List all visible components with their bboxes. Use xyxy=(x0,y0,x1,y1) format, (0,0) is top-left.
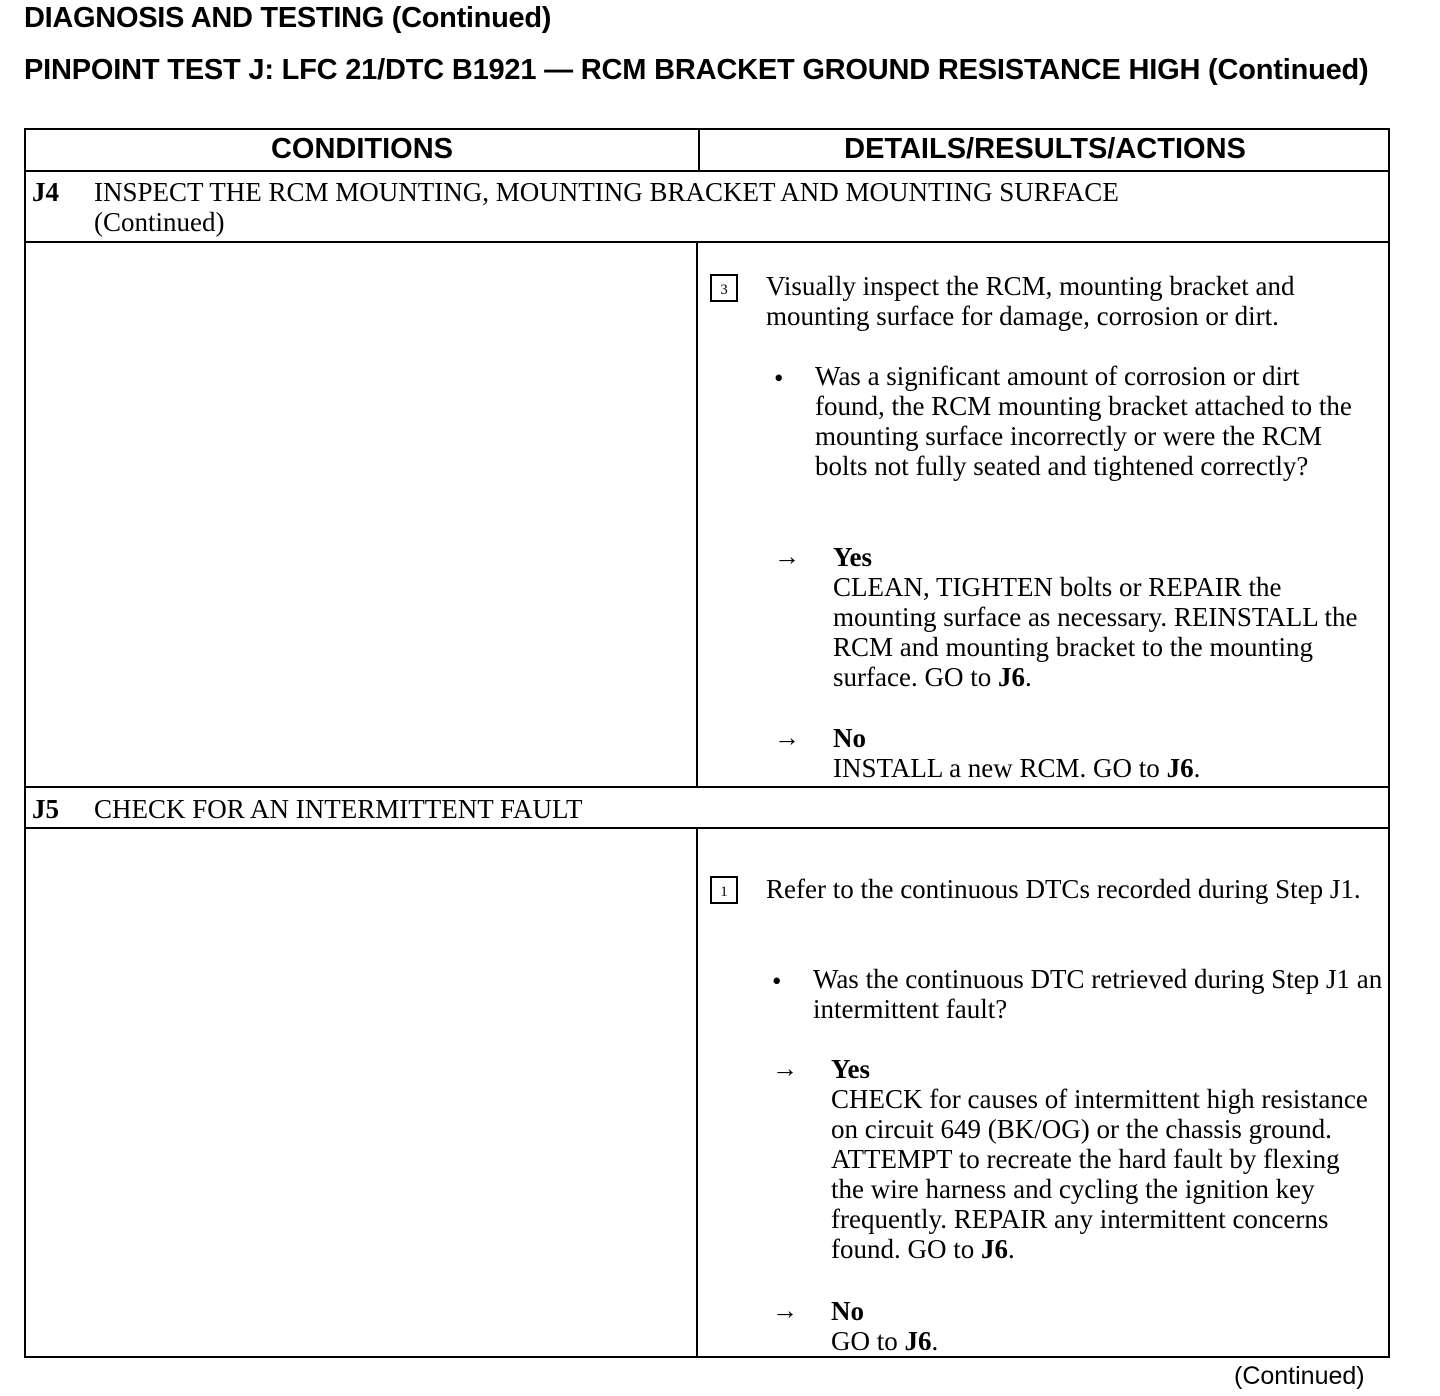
step-instruction: Visually inspect the RCM, mounting bracket and mounting surface for damage, corrosion or dirt. xyxy=(766,271,1295,331)
step-title: INSPECT THE RCM MOUNTING, MOUNTING BRACKET AND MOUNTING SURFACE (Continued) xyxy=(94,177,1119,237)
step-number-box: 1 xyxy=(710,876,738,904)
step-instruction: Refer to the continuous DTCs recorded during Step J1. xyxy=(766,874,1361,904)
column-divider xyxy=(696,827,698,1357)
arrow-right-icon: → xyxy=(772,1054,798,1083)
step-code: J4 xyxy=(32,177,59,207)
step-number-box: 3 xyxy=(710,274,738,302)
arrow-right-icon: → xyxy=(772,1296,798,1325)
column-divider xyxy=(696,241,698,788)
question: Was a significant amount of corrosion or dirt found, the RCM mounting bracket attached to the mounting surface incorrectly or were the RCM bolts not fully seated and tightened correctly? xyxy=(815,361,1352,481)
no-action: No INSTALL a new RCM. GO to J6. xyxy=(833,723,1201,783)
yes-action: Yes CHECK for causes of intermittent high resistance on circuit 649 (BK/OG) or the chassis ground. ATTEMPT to recreate the hard fault by flexing the wire harness and cycling the ignition key frequently. REPAIR any intermittent concerns found. GO to J6. xyxy=(831,1054,1368,1264)
bullet-icon: • xyxy=(774,363,784,393)
yes-action: Yes CLEAN, TIGHTEN bolts or REPAIR the mounting surface as necessary. REINSTALL the RCM and mounting bracket to the mounting surface. GO to J6. xyxy=(833,542,1358,692)
step-title: CHECK FOR AN INTERMITTENT FAULT xyxy=(94,794,583,824)
page-title: DIAGNOSIS AND TESTING (Continued) xyxy=(24,2,552,34)
bullet-icon: • xyxy=(772,966,782,996)
arrow-right-icon: → xyxy=(774,723,800,752)
divider xyxy=(26,241,1388,243)
divider xyxy=(26,170,1388,172)
column-header-conditions: CONDITIONS xyxy=(270,133,454,165)
pinpoint-test-title: PINPOINT TEST J: LFC 21/DTC B1921 — RCM BRACKET GROUND RESISTANCE HIGH (Continued) xyxy=(24,54,1369,86)
column-header-details: DETAILS/RESULTS/ACTIONS xyxy=(844,133,1246,165)
divider xyxy=(26,827,1388,829)
no-action: No GO to J6. xyxy=(831,1296,939,1356)
continued-footer: (Continued) xyxy=(1234,1362,1365,1390)
arrow-right-icon: → xyxy=(774,542,800,571)
pinpoint-table xyxy=(24,128,1390,1358)
question: Was the continuous DTC retrieved during Step J1 an intermittent fault? xyxy=(813,964,1383,1024)
divider xyxy=(26,786,1388,788)
step-code: J5 xyxy=(32,794,59,824)
